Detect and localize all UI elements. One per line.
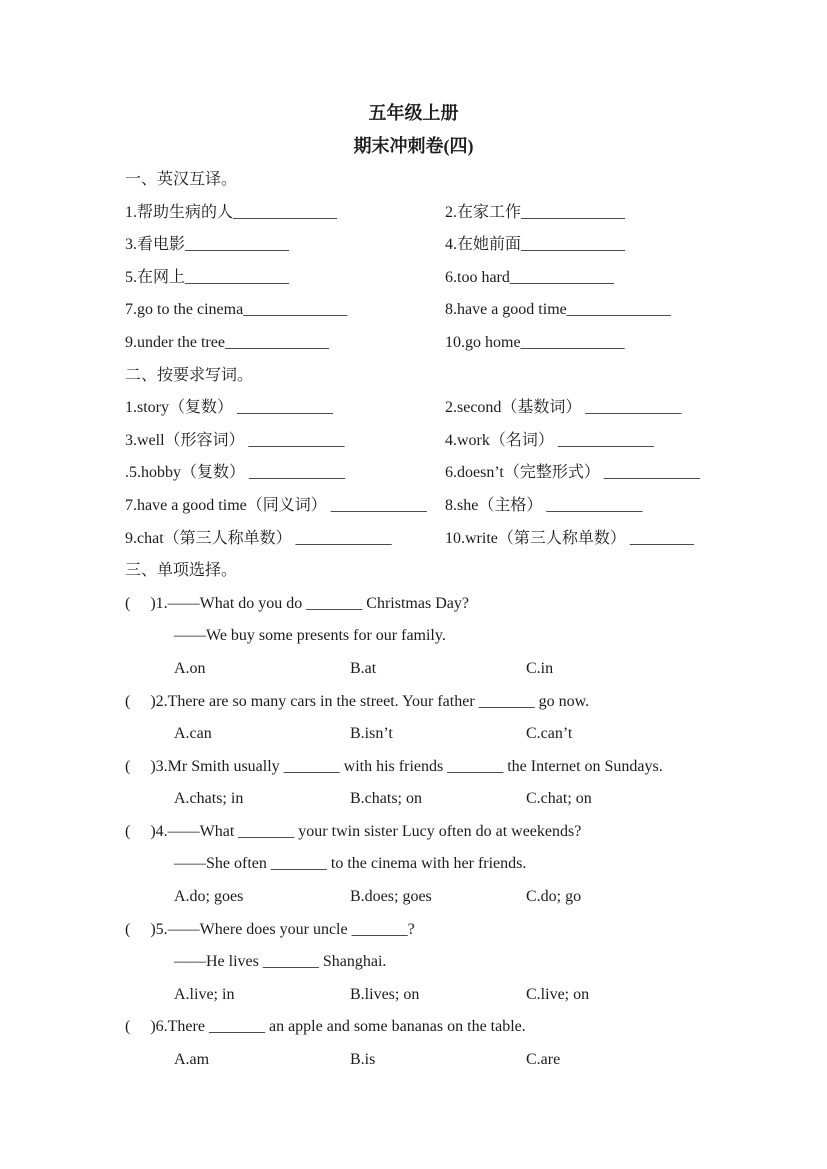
word-form-row — [125, 490, 707, 523]
options-row — [125, 979, 707, 1012]
question-line: ( )2.There are so many cars in the street. Your father _______ go now. — [125, 692, 590, 710]
exam-title: 五年级上册 — [368, 103, 459, 123]
exercise-item: 3.well（形容词） ____________ — [125, 431, 345, 449]
translation-row — [125, 327, 707, 360]
question-line: ( )4.——What _______ your twin sister Lucy often do at weekends? — [125, 822, 582, 840]
option-b: B.chats; on — [350, 790, 422, 808]
exercise-item: 8.have a good time_____________ — [445, 301, 671, 319]
section3-heading: 三、单项选择。 — [125, 562, 238, 580]
options-row — [125, 718, 707, 751]
word-form-row — [125, 392, 707, 425]
word-form-row — [125, 523, 707, 556]
option-a: A.live; in — [174, 985, 235, 1003]
exercise-item: 1.story（复数） ____________ — [125, 399, 334, 417]
exercise-item: 6.too hard_____________ — [445, 268, 614, 286]
section1-heading: 一、英汉互译。 — [125, 171, 238, 188]
option-a: A.on — [174, 659, 206, 677]
option-b: B.isn’t — [350, 725, 393, 743]
option-c: C.live; on — [526, 985, 590, 1003]
options-row — [125, 783, 707, 816]
translation-row — [125, 197, 707, 230]
option-c: C.in — [526, 659, 554, 677]
exercise-item: 4.在她前面_____________ — [445, 236, 626, 254]
exam-subtitle: 期末冲刺卷(四) — [353, 136, 474, 156]
translation-row — [125, 262, 707, 295]
exercise-item: 2.second（基数词） ____________ — [445, 399, 682, 417]
question-line: ——She often _______ to the cinema with her friends. — [174, 855, 527, 873]
option-a: A.do; goes — [174, 888, 244, 906]
exercise-item: 7.have a good time（同义词） ____________ — [125, 496, 427, 514]
section2-heading: 二、按要求写词。 — [125, 366, 254, 384]
exercise-item: 9.chat（第三人称单数） ____________ — [125, 529, 392, 547]
option-a: A.am — [174, 1051, 210, 1069]
exercise-item: 10.go home_____________ — [445, 333, 625, 351]
option-a: A.chats; in — [174, 790, 244, 808]
question-line: ——He lives _______ Shanghai. — [174, 953, 387, 971]
exercise-item: .5.hobby（复数） ____________ — [125, 464, 346, 482]
exercise-item: 9.under the tree_____________ — [125, 333, 329, 351]
exercise-item: 2.在家工作_____________ — [445, 203, 626, 221]
exercise-item: 1.帮助生病的人_____________ — [125, 203, 338, 221]
question-line: ( )3.Mr Smith usually _______ with his friends _______ the Internet on Sundays. — [125, 757, 663, 775]
option-c: C.do; go — [526, 888, 582, 906]
option-c: C.can’t — [526, 725, 573, 743]
option-b: B.lives; on — [350, 985, 420, 1003]
translation-row — [125, 294, 707, 327]
question-line: ( )6.There _______ an apple and some bananas on the table. — [125, 1018, 526, 1036]
option-c: C.chat; on — [526, 790, 592, 808]
exercise-item: 6.doesn’t（完整形式） ____________ — [445, 464, 700, 482]
question-line: ——We buy some presents for our family. — [174, 627, 446, 645]
word-form-row — [125, 457, 707, 490]
exercise-item: 10.write（第三人称单数） ________ — [445, 529, 694, 547]
option-a: A.can — [174, 725, 212, 743]
option-b: B.is — [350, 1051, 376, 1069]
question-line: ( )5.——Where does your uncle _______? — [125, 920, 415, 938]
exercise-item: 8.she（主格） ____________ — [445, 496, 643, 514]
exercise-item: 4.work（名词） ____________ — [445, 431, 654, 449]
option-b: B.does; goes — [350, 888, 432, 906]
translation-row — [125, 229, 707, 262]
options-row — [125, 653, 707, 686]
options-row — [125, 1044, 707, 1077]
exercise-item: 7.go to the cinema_____________ — [125, 301, 348, 319]
word-form-row — [125, 425, 707, 458]
options-row — [125, 881, 707, 914]
exercise-item: 3.看电影_____________ — [125, 236, 290, 254]
exam-body — [125, 164, 707, 1077]
option-b: B.at — [350, 659, 377, 677]
option-c: C.are — [526, 1051, 561, 1069]
question-line: ( )1.——What do you do _______ Christmas Day? — [125, 594, 469, 612]
exercise-item: 5.在网上_____________ — [125, 268, 290, 286]
